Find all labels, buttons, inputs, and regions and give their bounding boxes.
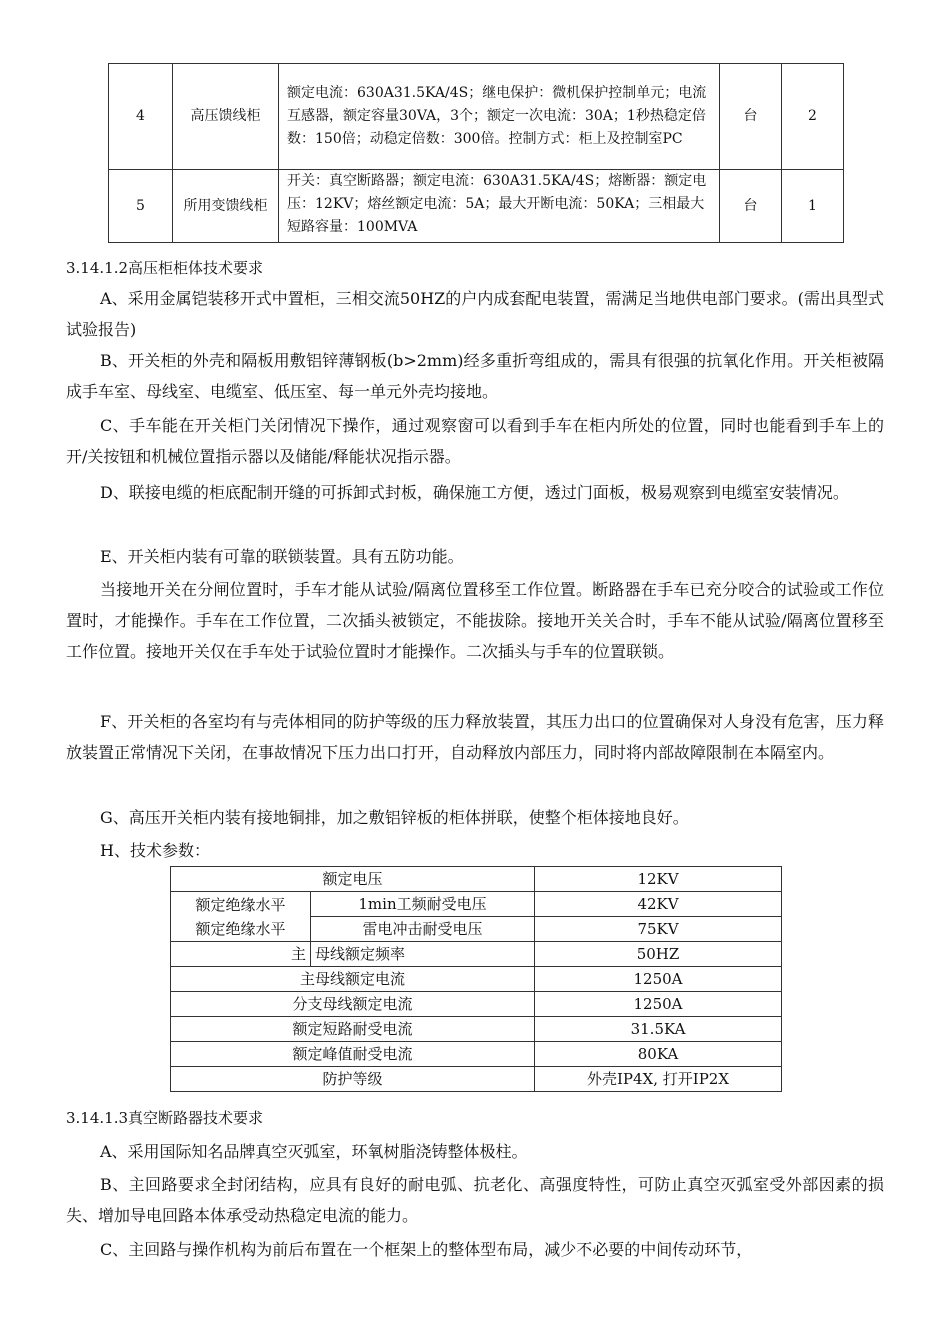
param-value: 50HZ: [535, 942, 782, 967]
param-value: 1250A: [535, 992, 782, 1017]
table-row: [109, 170, 844, 243]
section-heading: 3.14.1.3真空断路器技术要求: [66, 1109, 264, 1127]
param-value: 外壳IP4X, 打开IP2X: [535, 1067, 782, 1092]
paragraph-e: E、开关柜内装有可靠的联锁装置。具有五防功能。: [100, 547, 464, 566]
paragraph-b: B、开关柜的外壳和隔板用敷铝锌薄钢板(b>2mm)经多重折弯组成的，需具有很强的抗氧化作用。开关柜被隔成手车室、母线室、电缆室、低压室、每一单元外壳均接地。: [66, 351, 884, 401]
table-row: [171, 1017, 782, 1042]
row-number: 4: [109, 64, 173, 170]
insulation-level-label: [171, 892, 311, 942]
table-row: [171, 992, 782, 1017]
param-value: 1250A: [535, 967, 782, 992]
param-value: 31.5KA: [535, 1017, 782, 1042]
quantity-cell: 2: [782, 64, 844, 170]
param-label: 额定短路耐受电流: [171, 1017, 535, 1042]
paragraph-a: A、采用金属铠装移开式中置柜，三相交流50HZ的户内成套配电装置，需满足当地供电部门要求。(需出具型式试验报告): [66, 289, 884, 339]
technical-parameters-table: [170, 866, 782, 1092]
table-row: [109, 64, 844, 170]
param-value: 12KV: [535, 867, 782, 892]
param-label: 额定电压: [171, 867, 535, 892]
section-heading: 3.14.1.2高压柜柜体技术要求: [66, 259, 264, 277]
table-row: [171, 1067, 782, 1092]
paragraph-h: H、技术参数：: [100, 841, 210, 860]
param-label: 母线额定频率: [311, 942, 535, 967]
paragraph-f: F、开关柜的各室均有与壳体相同的防护等级的压力释放装置，其压力出口的位置确保对人身没有危害，压力释放装置正常情况下关闭，在事故情况下压力出口打开，自动释放内部压力，同时将内部故障限制在本隔室内。: [66, 712, 884, 762]
param-label: 防护等级: [171, 1067, 535, 1092]
paragraph-e-detail: 当接地开关在分闸位置时，手车才能从试验/隔离位置移至工作位置。断路器在手车已充分咬合的试验或工作位置时，才能操作。手车在工作位置，二次插头被锁定，不能拔除。接地开关关合时，手车不能从试验/隔离位置移至工作位置。接地开关仅在手车处于试验位置时才能操作。二次插头与手车的位置联锁。: [66, 580, 884, 661]
spec-text: 开关：真空断路器；额定电流：630A31.5KA/4S；熔断器：额定电压：12KV；熔丝额定电流：5A；最大开断: [287, 173, 707, 212]
param-label: 额定绝缘水平: [195, 895, 286, 914]
param-value: 42KV: [535, 892, 782, 917]
equipment-name: 所用变馈线柜: [173, 170, 279, 243]
param-value: 75KV: [535, 917, 782, 942]
param-label: 额定峰值耐受电流: [171, 1042, 535, 1067]
table-row: [171, 867, 782, 892]
table-row: [171, 967, 782, 992]
paragraph-3c: C、主回路与操作机构为前后布置在一个框架上的整体型布局，减少不必要的中间传动环节，: [100, 1240, 753, 1259]
paragraph-3a: A、采用国际知名品牌真空灭弧室，环氧树脂浇铸整体极柱。: [100, 1142, 528, 1161]
quantity-cell: 1: [782, 170, 844, 243]
param-label: 主母线额定电流: [171, 967, 535, 992]
param-label: 额定绝缘水平: [195, 919, 286, 938]
equipment-table: [108, 63, 844, 243]
table-row: [171, 942, 782, 967]
row-number: 5: [109, 170, 173, 243]
table-row: [171, 892, 782, 917]
paragraph-g: G、高压开关柜内装有接地铜排，加之敷铝锌板的柜体拼联，使整个柜体接地良好。: [100, 808, 689, 827]
unit-cell: 台: [720, 170, 782, 243]
param-label: 雷电冲击耐受电压: [311, 917, 535, 942]
equipment-spec: [279, 170, 720, 243]
paragraph-d: D、联接电缆的柜底配制开缝的可拆卸式封板，确保施工方便，透过门面板，极易观察到电缆室安装情况。: [100, 483, 849, 502]
paragraph-c: C、手车能在开关柜门关闭情况下操作，通过观察窗可以看到手车在柜内所处的位置，同时也能看到手车上的开/关按钮和机械位置指示器以及储能/释能状况指示器。: [66, 416, 884, 466]
unit-cell: 台: [720, 64, 782, 170]
spec-text-clipped: 电流：50KA；三相最大短路容量：100MVA: [287, 196, 705, 235]
param-label: 1min工频耐受电压: [311, 892, 535, 917]
param-label-prefix: 主: [171, 942, 311, 967]
param-label: 分支母线额定电流: [171, 992, 535, 1017]
equipment-spec: 额定电流：630A31.5KA/4S；继电保护：微机保护控制单元；电流互感器，额定容量30VA，3个；额定一次电流：30A；1秒热稳定倍数：150倍；动稳定倍数：300倍。控制方式：柜上及控制室PC: [279, 64, 720, 170]
param-value: 80KA: [535, 1042, 782, 1067]
table-row: [171, 1042, 782, 1067]
paragraph-3b: B、主回路要求全封闭结构，应具有良好的耐电弧、抗老化、高强度特性，可防止真空灭弧室受外部因素的损失、增加导电回路本体承受动热稳定电流的能力。: [66, 1175, 884, 1225]
equipment-name: 高压馈线柜: [173, 64, 279, 170]
